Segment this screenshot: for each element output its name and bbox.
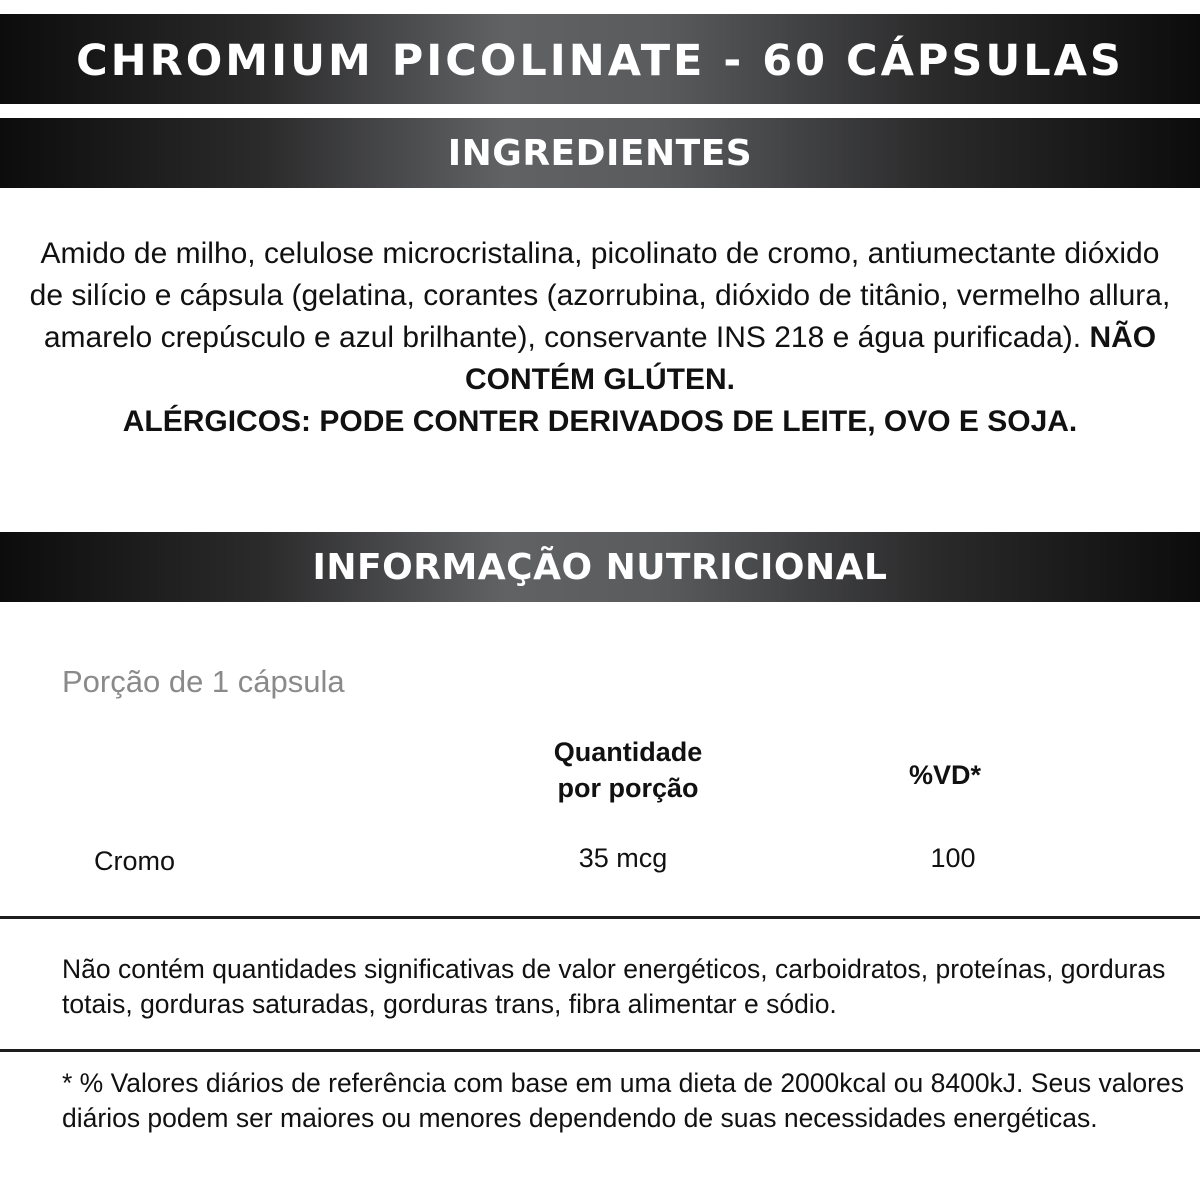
quantity-column-header — [528, 734, 728, 806]
product-title: CHROMIUM PICOLINATE - 60 CÁPSULAS — [76, 36, 1124, 86]
reference-note: * % Valores diários de referência com base em uma dieta de 2000kcal ou 8400kJ. Seus valores diários podem ser maiores ou menores dependendo de suas necessidades energéticas. — [62, 1068, 1184, 1133]
nutrient-amount: 35 mcg — [578, 843, 668, 873]
quantity-header-line1: Quantidade — [553, 737, 703, 767]
divider-top — [0, 916, 1200, 919]
insignificant-note: Não contém quantidades significativas de valor energéticos, carboidratos, proteínas, gorduras totais, gorduras saturadas, gorduras trans, fibra alimentar e sódio. — [62, 954, 1166, 1019]
ingredients-heading: INGREDIENTES — [447, 132, 753, 174]
nutrition-banner — [0, 532, 1200, 602]
title-banner — [0, 14, 1200, 104]
vd-column-header: %VD* — [908, 760, 982, 790]
ingredients-body: Amido de milho, celulose microcristalina, picolinato de cromo, antiumectante dióxido de silício e cápsula (gelatina, corantes (azorrubina, dióxido de titânio, vermelho allura, amarelo crepúsculo e azul brilhante), conservante INS 218 e água purificada). — [29, 237, 1171, 354]
ingredients-list — [20, 233, 1180, 443]
quantity-header-line2: por porção — [557, 773, 699, 803]
portion-size: Porção de 1 cápsula — [62, 664, 345, 699]
divider-bottom — [0, 1049, 1200, 1052]
nutrition-heading: INFORMAÇÃO NUTRICIONAL — [312, 546, 888, 588]
ingredients-banner — [0, 118, 1200, 188]
gluten-warning: NÃO CONTÉM GLÚTEN. — [465, 321, 1157, 396]
nutrient-vd: 100 — [930, 843, 976, 873]
allergen-warning: ALÉRGICOS: PODE CONTER DERIVADOS DE LEITE, OVO E SOJA. — [122, 405, 1078, 438]
nutrient-name: Cromo — [94, 846, 176, 876]
